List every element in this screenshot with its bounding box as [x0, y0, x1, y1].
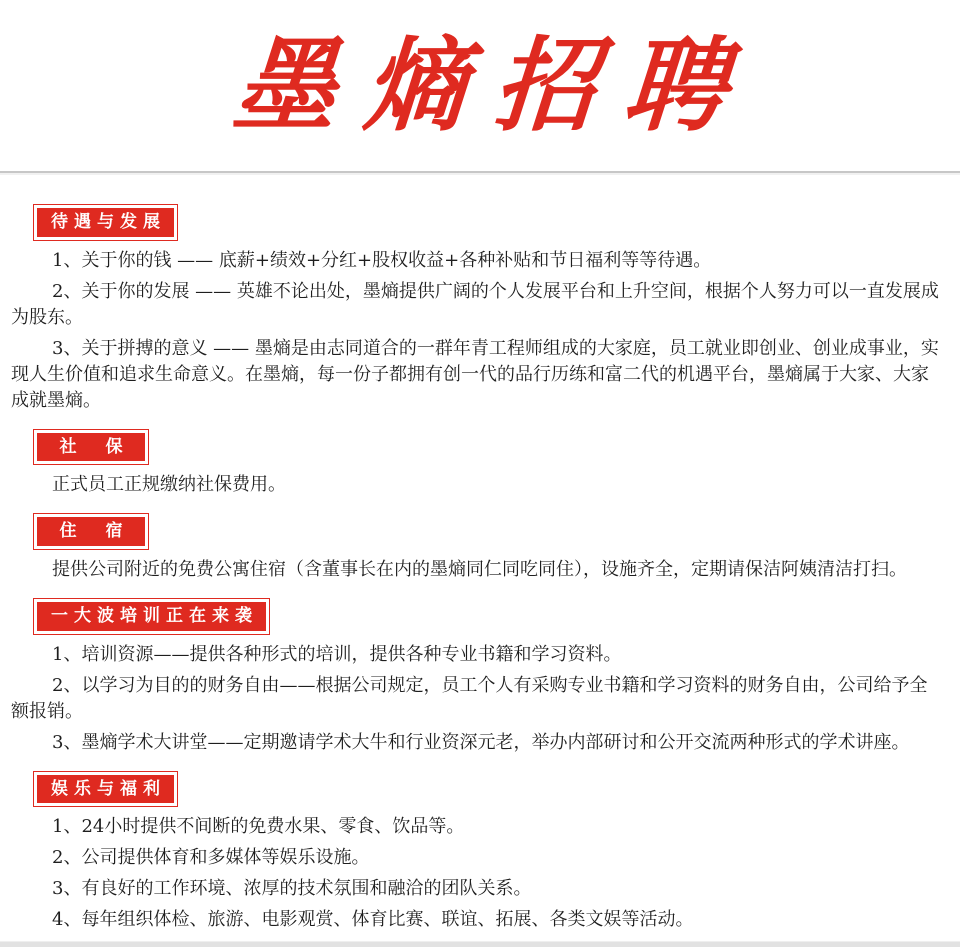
section-badge	[33, 513, 149, 550]
section-item: 2、公司提供体育和多媒体等娱乐设施。	[52, 847, 370, 869]
section-item: 3、关于拼搏的意义 —— 墨熵是由志同道合的一群年青工程师组成的大家庭，员工就业即创业、创业成事业，实现人生价值和追求生命意义。在墨熵，每一份子都拥有创一代的品行历练和富二代的机遇平台，墨熵属于大家、大家成就墨熵。	[11, 337, 939, 411]
section-item: 1、24小时提供不间断的免费水果、零食、饮品等。	[52, 816, 465, 838]
section-item: 1、关于你的钱 —— 底薪+绩效+分红+股权收益+各种补贴和节日福利等等待遇。	[52, 249, 712, 271]
section-item: 3、有良好的工作环境、浓厚的技术氛围和融洽的团队关系。	[52, 878, 532, 900]
section-item: 2、以学习为目的的财务自由——根据公司规定，员工个人有采购专业书籍和学习资料的财务自由，公司给予全额报销。	[11, 674, 928, 722]
section-item: 3、墨熵学术大讲堂——定期邀请学术大牛和行业资深元老，举办内部研讨和公开交流两种形式的学术讲座。	[52, 731, 910, 753]
section-housing	[0, 513, 960, 583]
section-badge-label: 住 宿	[37, 517, 145, 546]
section-badge-label: 待遇与发展	[37, 208, 174, 237]
section-item: 1、培训资源——提供各种形式的培训，提供各种专业书籍和学习资料。	[52, 643, 622, 665]
section-badge	[33, 429, 149, 466]
bottom-gray-strip	[0, 941, 960, 947]
section-item: 2、关于你的发展 —— 英雄不论出处，墨熵提供广阔的个人发展平台和上升空间，根据个人努力可以一直发展成为股东。	[11, 280, 939, 328]
section-item: 4、每年组织体检、旅游、电影观赏、体育比赛、联谊、拓展、各类文娱等活动。	[52, 909, 694, 931]
section-badge	[33, 598, 270, 635]
section-training	[0, 598, 960, 756]
section-badge	[33, 204, 178, 241]
section-entertainment-welfare	[0, 771, 960, 934]
section-badge-label: 娱乐与福利	[37, 775, 174, 804]
poster-title: 墨熵招聘	[229, 25, 759, 146]
section-badge-label: 社 保	[37, 433, 145, 462]
section-badge-label: 一大波培训正在来袭	[37, 602, 266, 631]
section-item: 提供公司附近的免费公寓住宿（含董事长在内的墨熵同仁同吃同住），设施齐全，定期请保洁阿姨清洁打扫。	[52, 559, 907, 581]
section-benefits-development	[0, 204, 960, 414]
poster-header	[0, 0, 960, 171]
section-badge	[33, 771, 178, 808]
section-social-insurance	[0, 429, 960, 499]
header-divider	[0, 171, 960, 175]
section-item: 正式员工正规缴纳社保费用。	[52, 474, 286, 496]
